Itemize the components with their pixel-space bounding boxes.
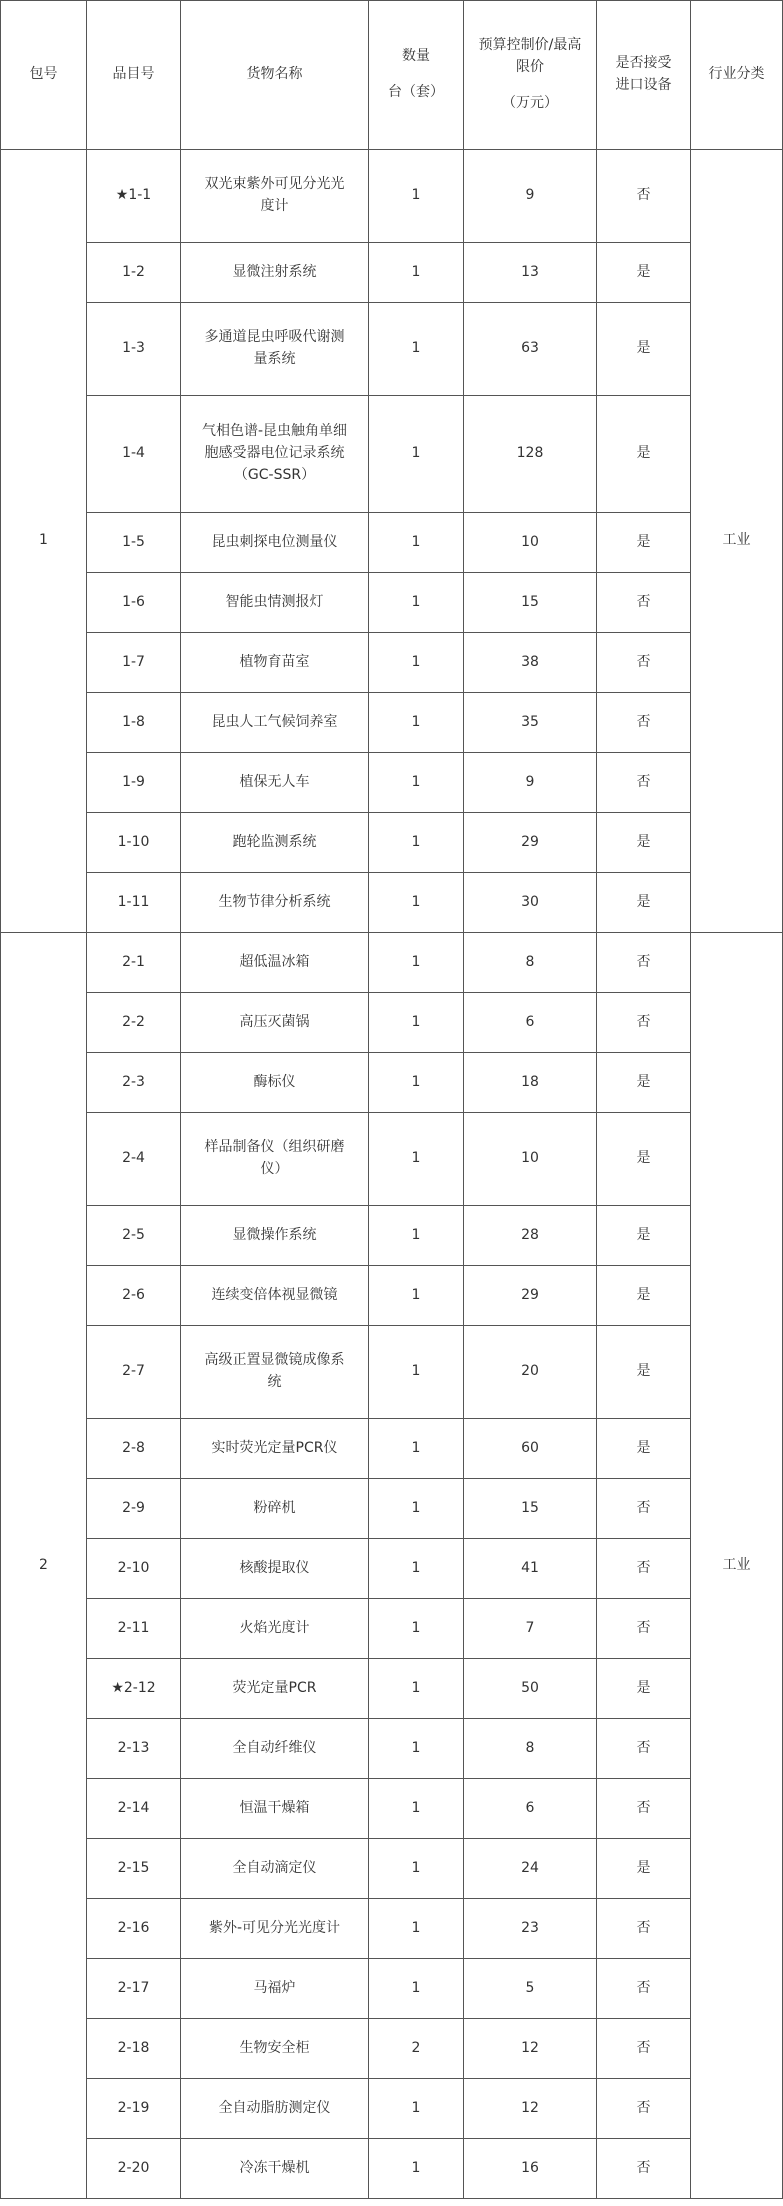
goods-name-line: 显微注射系统 xyxy=(232,263,317,280)
import-allowed-cell: 否 xyxy=(597,1539,691,1599)
import-allowed-cell: 否 xyxy=(597,693,691,753)
item-number-cell: ★1-1 xyxy=(87,150,181,243)
table-row xyxy=(1,1899,783,1959)
quantity-cell: 1 xyxy=(369,1779,464,1839)
goods-name-cell xyxy=(181,243,369,303)
budget-cell: 128 xyxy=(464,396,597,513)
goods-name-line: 量系统 xyxy=(253,351,296,367)
goods-name-line: 昆虫人工气候饲养室 xyxy=(211,713,338,730)
goods-name-line: 全自动滴定仪 xyxy=(232,1859,317,1876)
goods-name-cell xyxy=(181,1113,369,1206)
goods-name-line: 多通道昆虫呼吸代谢测 xyxy=(204,329,345,346)
budget-cell: 12 xyxy=(464,2019,597,2079)
goods-name-line: 恒温干燥箱 xyxy=(239,1799,310,1816)
industry-label: 工业 xyxy=(722,1556,751,1573)
item-number-cell: 2-1 xyxy=(87,933,181,993)
goods-name-cell xyxy=(181,2019,369,2079)
item-number-cell: 2-15 xyxy=(87,1839,181,1899)
table-row xyxy=(1,1839,783,1899)
quantity-cell: 1 xyxy=(369,2139,464,2199)
import-allowed-cell: 否 xyxy=(597,150,691,243)
goods-name-line: 核酸提取仪 xyxy=(239,1559,310,1576)
package-number-cell: 2 xyxy=(1,933,87,2199)
item-number-cell: 2-4 xyxy=(87,1113,181,1206)
quantity-cell: 1 xyxy=(369,303,464,396)
goods-name-line: 全自动脂肪测定仪 xyxy=(218,2099,331,2116)
table-row xyxy=(1,2079,783,2139)
goods-name-line: 植物育苗室 xyxy=(239,653,310,670)
goods-name-cell xyxy=(181,303,369,396)
goods-name-cell xyxy=(181,2079,369,2139)
table-row xyxy=(1,2019,783,2079)
quantity-cell: 1 xyxy=(369,513,464,573)
header-quantity-line: 数量 xyxy=(402,48,430,65)
goods-name-line: 粉碎机 xyxy=(253,1499,296,1516)
item-number-cell: 1-11 xyxy=(87,873,181,933)
import-allowed-cell: 是 xyxy=(597,1113,691,1206)
import-allowed-cell: 否 xyxy=(597,1719,691,1779)
quantity-cell: 1 xyxy=(369,1839,464,1899)
table-row xyxy=(1,1113,783,1206)
table-row xyxy=(1,813,783,873)
item-number-cell: 2-19 xyxy=(87,2079,181,2139)
goods-name-cell xyxy=(181,1599,369,1659)
budget-cell: 15 xyxy=(464,1479,597,1539)
item-number-cell: 1-9 xyxy=(87,753,181,813)
import-allowed-cell: 否 xyxy=(597,993,691,1053)
quantity-cell: 1 xyxy=(369,753,464,813)
goods-name-line: 智能虫情测报灯 xyxy=(225,593,324,610)
goods-name-cell xyxy=(181,693,369,753)
goods-name-line: 荧光定量PCR xyxy=(232,1679,317,1696)
goods-name-cell xyxy=(181,1419,369,1479)
goods-name-line: （GC-SSR） xyxy=(233,466,316,483)
budget-cell: 29 xyxy=(464,813,597,873)
quantity-cell: 1 xyxy=(369,1539,464,1599)
budget-cell: 8 xyxy=(464,933,597,993)
table-row xyxy=(1,150,783,243)
budget-cell: 38 xyxy=(464,633,597,693)
table-body xyxy=(1,150,783,2199)
header-item-no: 品目号 xyxy=(87,1,181,150)
import-allowed-cell: 是 xyxy=(597,1326,691,1419)
header-goods-name: 货物名称 xyxy=(181,1,369,150)
table-row xyxy=(1,1719,783,1779)
goods-name-cell xyxy=(181,753,369,813)
goods-name-cell xyxy=(181,396,369,513)
quantity-cell: 1 xyxy=(369,396,464,513)
goods-name-cell xyxy=(181,513,369,573)
budget-cell: 29 xyxy=(464,1266,597,1326)
table-row xyxy=(1,243,783,303)
goods-name-cell xyxy=(181,1659,369,1719)
goods-name-line: 统 xyxy=(267,1374,282,1390)
quantity-cell: 1 xyxy=(369,1479,464,1539)
budget-cell: 8 xyxy=(464,1719,597,1779)
table-row xyxy=(1,1266,783,1326)
budget-cell: 24 xyxy=(464,1839,597,1899)
goods-name-cell xyxy=(181,2139,369,2199)
table-row xyxy=(1,396,783,513)
goods-name-line: 跑轮监测系统 xyxy=(232,833,317,850)
import-allowed-cell: 是 xyxy=(597,513,691,573)
budget-cell: 35 xyxy=(464,693,597,753)
import-allowed-cell: 否 xyxy=(597,1779,691,1839)
goods-name-cell xyxy=(181,873,369,933)
goods-name-line: 马福炉 xyxy=(253,1979,296,1996)
goods-name-line: 显微操作系统 xyxy=(232,1226,317,1243)
goods-name-line: 双光束紫外可见分光光 xyxy=(204,176,345,193)
goods-name-cell xyxy=(181,933,369,993)
item-number-cell: 2-13 xyxy=(87,1719,181,1779)
budget-cell: 28 xyxy=(464,1206,597,1266)
budget-cell: 10 xyxy=(464,513,597,573)
goods-name-line: 气相色谱-昆虫触角单细 xyxy=(201,423,348,440)
import-allowed-cell: 否 xyxy=(597,573,691,633)
budget-cell: 10 xyxy=(464,1113,597,1206)
table-row xyxy=(1,513,783,573)
item-number-cell: 1-10 xyxy=(87,813,181,873)
item-number-cell: 2-18 xyxy=(87,2019,181,2079)
item-number-cell: 2-14 xyxy=(87,1779,181,1839)
goods-name-line: 高级正置显微镜成像系 xyxy=(204,1352,345,1369)
quantity-cell: 1 xyxy=(369,1206,464,1266)
budget-cell: 20 xyxy=(464,1326,597,1419)
budget-cell: 7 xyxy=(464,1599,597,1659)
header-budget-line: 预算控制价/最高 xyxy=(478,37,582,54)
goods-name-cell xyxy=(181,1053,369,1113)
import-allowed-cell: 是 xyxy=(597,1839,691,1899)
table-row xyxy=(1,1419,783,1479)
budget-cell: 18 xyxy=(464,1053,597,1113)
header-import xyxy=(597,1,691,150)
quantity-cell: 2 xyxy=(369,2019,464,2079)
header-import-line: 是否接受 xyxy=(615,55,672,72)
import-allowed-cell: 是 xyxy=(597,303,691,396)
item-number-cell: 2-16 xyxy=(87,1899,181,1959)
budget-cell: 63 xyxy=(464,303,597,396)
item-number-cell: 2-17 xyxy=(87,1959,181,2019)
goods-name-cell xyxy=(181,1266,369,1326)
goods-name-cell xyxy=(181,993,369,1053)
quantity-cell: 1 xyxy=(369,1719,464,1779)
quantity-cell: 1 xyxy=(369,633,464,693)
quantity-cell: 1 xyxy=(369,1599,464,1659)
goods-name-cell xyxy=(181,1206,369,1266)
budget-cell: 30 xyxy=(464,873,597,933)
quantity-cell: 1 xyxy=(369,1959,464,2019)
import-allowed-cell: 否 xyxy=(597,753,691,813)
goods-name-line: 胞感受器电位记录系统 xyxy=(204,445,345,462)
quantity-cell: 1 xyxy=(369,1419,464,1479)
import-allowed-cell: 是 xyxy=(597,813,691,873)
item-number-cell: 2-8 xyxy=(87,1419,181,1479)
table-row xyxy=(1,993,783,1053)
industry-label: 工业 xyxy=(722,532,751,549)
header-industry: 行业分类 xyxy=(691,1,783,150)
goods-name-line: 火焰光度计 xyxy=(239,1619,310,1636)
item-number-cell: 1-2 xyxy=(87,243,181,303)
table-header xyxy=(1,1,783,150)
goods-name-line: 样品制备仪（组织研磨 xyxy=(204,1139,345,1156)
table-row xyxy=(1,933,783,993)
goods-name-cell xyxy=(181,1899,369,1959)
header-quantity xyxy=(369,1,464,150)
import-allowed-cell: 否 xyxy=(597,2079,691,2139)
import-allowed-cell: 否 xyxy=(597,633,691,693)
table-row xyxy=(1,1326,783,1419)
import-allowed-cell: 否 xyxy=(597,933,691,993)
goods-name-line: 高压灭菌锅 xyxy=(239,1013,310,1030)
item-number-cell: 2-20 xyxy=(87,2139,181,2199)
item-number-cell: 2-10 xyxy=(87,1539,181,1599)
goods-name-cell xyxy=(181,813,369,873)
item-number-cell: 2-3 xyxy=(87,1053,181,1113)
budget-cell: 6 xyxy=(464,1779,597,1839)
budget-cell: 15 xyxy=(464,573,597,633)
goods-name-cell xyxy=(181,1479,369,1539)
goods-name-line: 昆虫刺探电位测量仪 xyxy=(211,533,338,550)
import-allowed-cell: 是 xyxy=(597,1266,691,1326)
package-number-cell: 1 xyxy=(1,150,87,933)
item-number-cell: 2-7 xyxy=(87,1326,181,1419)
goods-name-cell xyxy=(181,150,369,243)
budget-cell: 12 xyxy=(464,2079,597,2139)
import-allowed-cell: 是 xyxy=(597,1419,691,1479)
item-number-cell: ★2-12 xyxy=(87,1659,181,1719)
quantity-cell: 1 xyxy=(369,1266,464,1326)
import-allowed-cell: 否 xyxy=(597,2139,691,2199)
import-allowed-cell: 是 xyxy=(597,243,691,303)
goods-name-cell xyxy=(181,1326,369,1419)
goods-name-line: 度计 xyxy=(260,198,289,214)
goods-name-line: 仪） xyxy=(260,1161,289,1177)
import-allowed-cell: 是 xyxy=(597,1206,691,1266)
goods-name-line: 紫外-可见分光光度计 xyxy=(208,1919,341,1936)
quantity-cell: 1 xyxy=(369,2079,464,2139)
goods-name-cell xyxy=(181,1839,369,1899)
goods-name-line: 冷冻干燥机 xyxy=(239,2159,310,2176)
budget-cell: 41 xyxy=(464,1539,597,1599)
import-allowed-cell: 是 xyxy=(597,1659,691,1719)
industry-cell xyxy=(691,150,783,933)
budget-cell: 16 xyxy=(464,2139,597,2199)
table-row xyxy=(1,573,783,633)
goods-name-cell xyxy=(181,1719,369,1779)
goods-name-line: 连续变倍体视显微镜 xyxy=(211,1286,338,1303)
item-number-cell: 1-4 xyxy=(87,396,181,513)
quantity-cell: 1 xyxy=(369,573,464,633)
goods-name-cell xyxy=(181,573,369,633)
goods-name-line: 生物安全柜 xyxy=(239,2039,310,2056)
import-allowed-cell: 否 xyxy=(597,1599,691,1659)
header-row xyxy=(1,1,783,150)
header-budget-line: 限价 xyxy=(516,59,544,76)
industry-cell xyxy=(691,933,783,2199)
budget-cell: 5 xyxy=(464,1959,597,2019)
goods-name-line: 实时荧光定量PCR仪 xyxy=(211,1439,338,1456)
item-number-cell: 2-11 xyxy=(87,1599,181,1659)
table-row xyxy=(1,1479,783,1539)
table-row xyxy=(1,753,783,813)
quantity-cell: 1 xyxy=(369,1899,464,1959)
budget-cell: 60 xyxy=(464,1419,597,1479)
table-row xyxy=(1,2139,783,2199)
table-row xyxy=(1,1206,783,1266)
quantity-cell: 1 xyxy=(369,1053,464,1113)
import-allowed-cell: 否 xyxy=(597,1899,691,1959)
item-number-cell: 1-7 xyxy=(87,633,181,693)
item-number-cell: 2-6 xyxy=(87,1266,181,1326)
table-row xyxy=(1,1959,783,2019)
budget-cell: 50 xyxy=(464,1659,597,1719)
item-number-cell: 1-5 xyxy=(87,513,181,573)
quantity-cell: 1 xyxy=(369,933,464,993)
goods-name-cell xyxy=(181,1959,369,2019)
header-import-line: 进口设备 xyxy=(615,77,672,93)
table-row xyxy=(1,1659,783,1719)
table-row xyxy=(1,1539,783,1599)
quantity-cell: 1 xyxy=(369,993,464,1053)
item-number-cell: 2-9 xyxy=(87,1479,181,1539)
table-row xyxy=(1,1779,783,1839)
item-number-cell: 2-5 xyxy=(87,1206,181,1266)
table-row xyxy=(1,1053,783,1113)
item-number-cell: 1-3 xyxy=(87,303,181,396)
table-row xyxy=(1,633,783,693)
header-budget-unit: （万元） xyxy=(502,94,558,111)
import-allowed-cell: 是 xyxy=(597,873,691,933)
quantity-cell: 1 xyxy=(369,813,464,873)
goods-name-cell xyxy=(181,1779,369,1839)
item-number-cell: 1-6 xyxy=(87,573,181,633)
table-row xyxy=(1,873,783,933)
quantity-cell: 1 xyxy=(369,150,464,243)
import-allowed-cell: 否 xyxy=(597,1479,691,1539)
item-number-cell: 1-8 xyxy=(87,693,181,753)
goods-name-line: 生物节律分析系统 xyxy=(218,893,331,910)
budget-cell: 9 xyxy=(464,150,597,243)
budget-cell: 6 xyxy=(464,993,597,1053)
header-budget xyxy=(464,1,597,150)
table-row xyxy=(1,1599,783,1659)
goods-name-cell xyxy=(181,1539,369,1599)
table-row xyxy=(1,303,783,396)
import-allowed-cell: 是 xyxy=(597,396,691,513)
quantity-cell: 1 xyxy=(369,243,464,303)
budget-cell: 13 xyxy=(464,243,597,303)
header-quantity-unit: 台（套） xyxy=(388,84,444,100)
goods-name-line: 植保无人车 xyxy=(239,773,310,790)
item-number-cell: 2-2 xyxy=(87,993,181,1053)
budget-cell: 23 xyxy=(464,1899,597,1959)
header-package: 包号 xyxy=(1,1,87,150)
quantity-cell: 1 xyxy=(369,693,464,753)
import-allowed-cell: 否 xyxy=(597,2019,691,2079)
budget-cell: 9 xyxy=(464,753,597,813)
quantity-cell: 1 xyxy=(369,1659,464,1719)
quantity-cell: 1 xyxy=(369,873,464,933)
quantity-cell: 1 xyxy=(369,1326,464,1419)
table-row xyxy=(1,693,783,753)
import-allowed-cell: 是 xyxy=(597,1053,691,1113)
quantity-cell: 1 xyxy=(369,1113,464,1206)
goods-name-cell xyxy=(181,633,369,693)
import-allowed-cell: 否 xyxy=(597,1959,691,2019)
goods-name-line: 全自动纤维仪 xyxy=(232,1739,317,1756)
goods-name-line: 超低温冰箱 xyxy=(239,953,310,970)
goods-name-line: 酶标仪 xyxy=(253,1073,296,1090)
